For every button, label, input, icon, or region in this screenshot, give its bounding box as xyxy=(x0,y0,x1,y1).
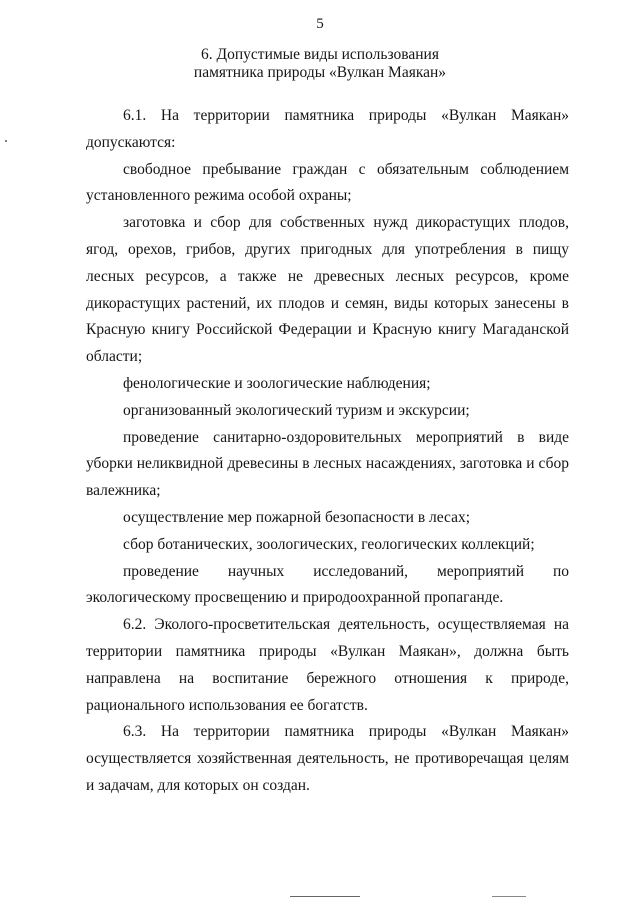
list-item-research: проведение научных исследований, мероприятий по экологическому просвещению и природоохранной пропаганде. xyxy=(86,562,569,607)
document-body xyxy=(86,103,569,800)
list-item-fire-safety: осуществление мер пожарной безопасности в лесах; xyxy=(123,508,471,526)
footer-divider xyxy=(290,896,360,897)
section-title xyxy=(0,46,640,82)
paragraph-6-3: 6.3. На территории памятника природы «Вулкан Маякан» осуществляется хозяйственная деятельность, не противоречащая целям и задачам, для которых он создан. xyxy=(86,723,569,794)
paragraph-6-1: 6.1. На территории памятника природы «Вулкан Маякан» допускаются: xyxy=(86,107,569,151)
list-item-tourism: организованный экологический туризм и экскурсии; xyxy=(123,401,470,419)
section-title-line-2: памятника природы «Вулкан Маякан» xyxy=(193,64,447,81)
list-item-free-stay: свободное пребывание граждан с обязательным соблюдением установленного режима особой охраны; xyxy=(86,160,569,205)
list-item-sanitary: проведение санитарно-оздоровительных мероприятий в виде уборки неликвидной древесины в лесных насаждениях, заготовка и сбор валежника; xyxy=(86,428,569,500)
paragraph-6-2: 6.2. Эколого-просветительская деятельность, осуществляемая на территории памятника природы «Вулкан Маякан», должна быть направлена на воспитание бережного отношения к природе, рационального использования ее богатств. xyxy=(86,616,569,714)
list-item-collections: сбор ботанических, зоологических, геологических коллекций; xyxy=(123,535,535,553)
page-number: 5 xyxy=(316,16,324,32)
section-title-line-1: 6. Допустимые виды использования xyxy=(201,46,439,63)
list-item-harvesting: заготовка и сбор для собственных нужд дикорастущих плодов, ягод, орехов, грибов, других пригодных для употребления в пищу лесных ресурсов, а также не древесных лесных ресурсов, кроме дикорастущих растений, их плодов и семян, виды которых занесены в Красную книгу Российской Федерации и Красную книгу Магаданской области; xyxy=(86,214,569,366)
list-item-observations: фенологические и зоологические наблюдения; xyxy=(123,374,431,392)
margin-mark xyxy=(5,140,7,142)
footer-divider-right xyxy=(492,896,526,897)
